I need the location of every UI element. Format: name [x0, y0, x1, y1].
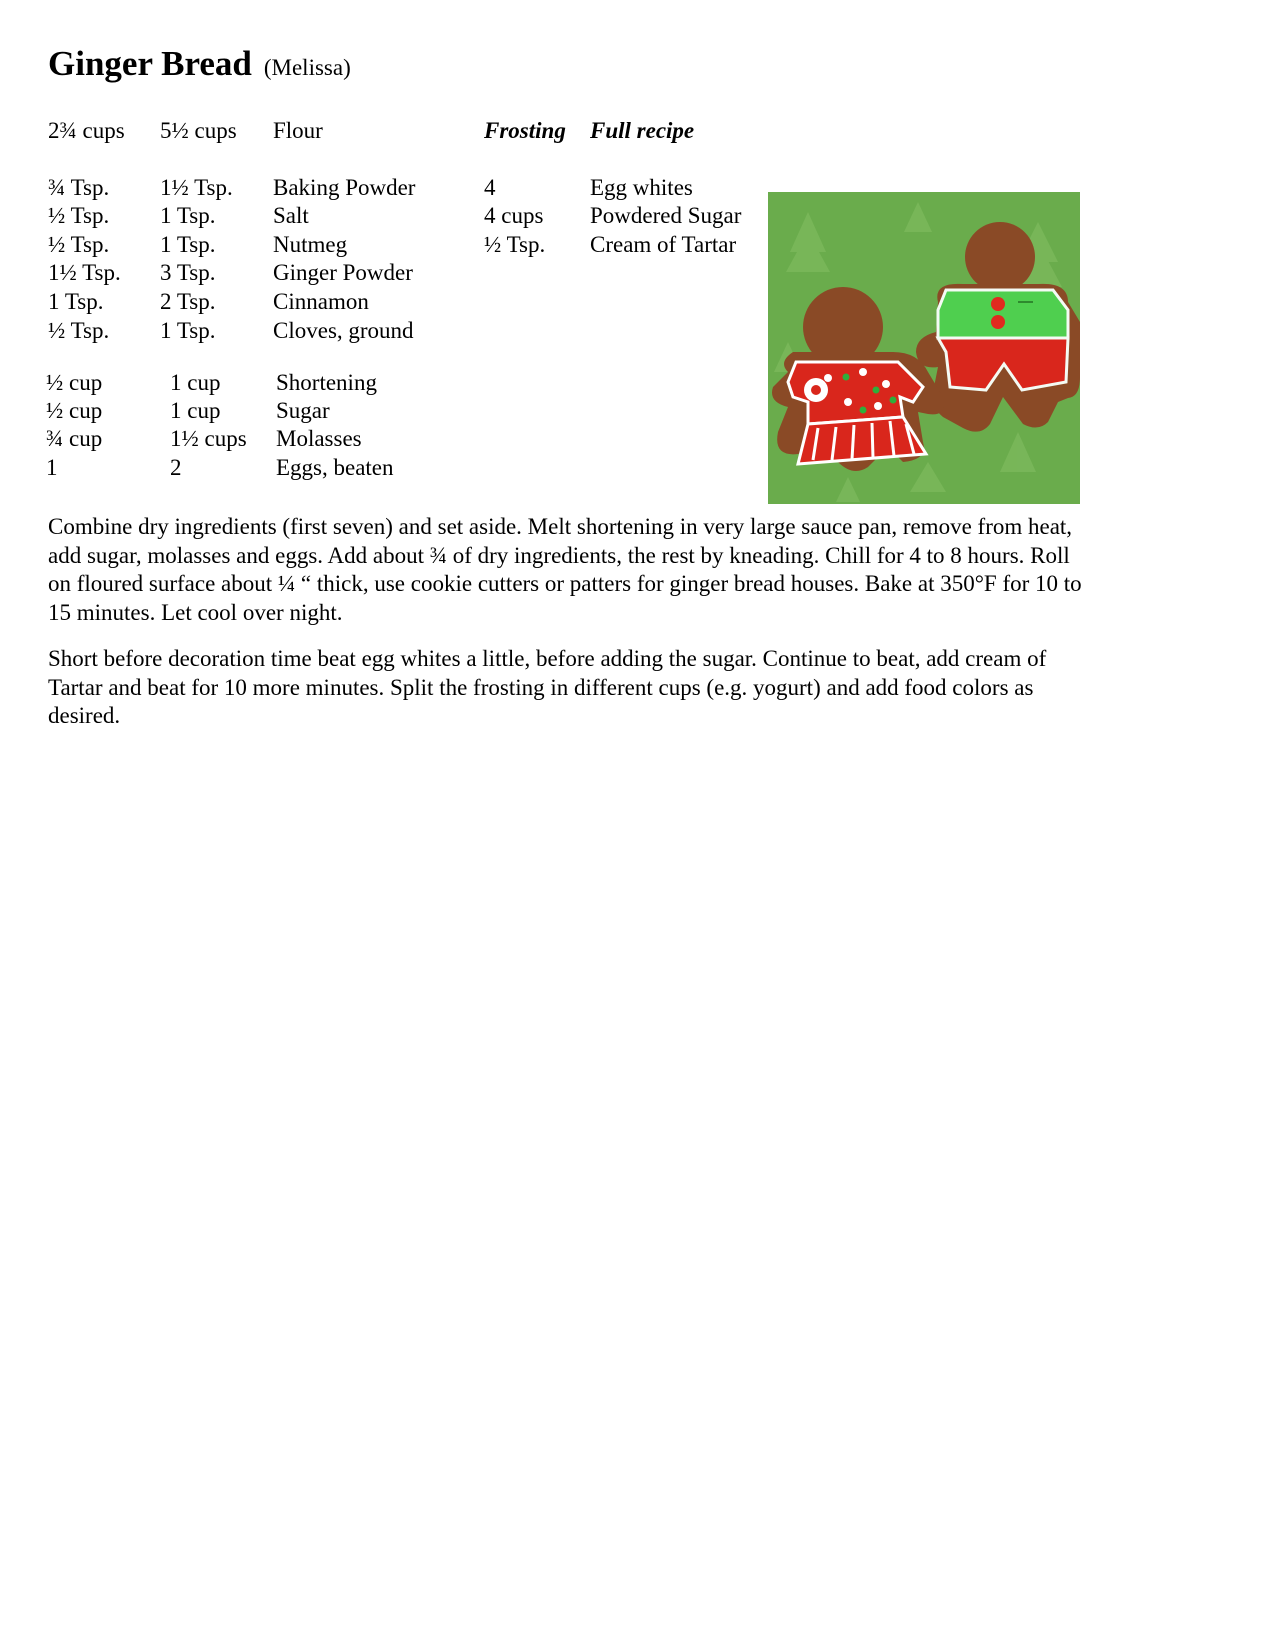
frosting-qty: 4 cups [484, 203, 544, 228]
dry-ingredient-name: Ginger Powder [273, 260, 413, 285]
wet-ingredient-name: Eggs, beaten [276, 455, 394, 480]
dry-half-qty: 1 Tsp. [48, 289, 104, 314]
recipe-title: Ginger Bread [48, 44, 252, 83]
dry-ingredient-name: Flour [273, 118, 323, 143]
dry-full-qty: 1½ Tsp. [160, 175, 233, 200]
dry-half-qty: 2¾ cups [48, 118, 125, 143]
wet-ingredient-name: Molasses [276, 426, 362, 451]
wet-half-qty: ½ cup [46, 370, 103, 395]
dry-full-qty: 2 Tsp. [160, 289, 216, 314]
dry-ingredient-name: Salt [273, 203, 309, 228]
dry-half-qty: ½ Tsp. [48, 203, 110, 228]
wet-half-qty: ¾ cup [46, 426, 103, 451]
wet-full-qty: 1 cup [170, 370, 221, 395]
dry-half-qty: ½ Tsp. [48, 232, 110, 257]
dry-half-qty: ¾ Tsp. [48, 175, 110, 200]
dry-half-qty: ½ Tsp. [48, 318, 110, 343]
instructions-paragraph-1: Combine dry ingredients (first seven) and set aside. Melt shortening in very large sauce pan, remove from heat, add sugar, molasses and eggs. Add about ¾ of dry ingredients, the rest by kneading. Chill for 4 to 8 hours. Roll on floured surface about ¼ “ thick, use cookie cutters or patters for ginger bread houses. Bake at 350°F for 10 to 15 minutes. Let cool over night. [48, 514, 1082, 625]
dry-ingredient-name: Nutmeg [273, 232, 348, 257]
dry-half-qty: 1½ Tsp. [48, 260, 121, 285]
frosting-ingredient-name: Cream of Tartar [590, 232, 737, 257]
frosting-ingredient-name: Egg whites [590, 175, 693, 200]
wet-full-qty: 1½ cups [170, 426, 247, 451]
wet-full-qty: 2 [170, 455, 182, 480]
frosting-qty: ½ Tsp. [484, 232, 546, 257]
dry-ingredient-name: Cinnamon [273, 289, 369, 314]
wet-half-qty: ½ cup [46, 398, 103, 423]
dry-full-qty: 1 Tsp. [160, 232, 216, 257]
gingerbread-cookies-photo [768, 192, 1080, 504]
frosting-recipe-heading: Full recipe [590, 118, 695, 143]
dry-full-qty: 1 Tsp. [160, 318, 216, 343]
recipe-author: (Melissa) [263, 55, 351, 80]
page-title [48, 44, 351, 84]
frosting-ingredient-name: Powdered Sugar [590, 203, 742, 228]
wet-full-qty: 1 cup [170, 398, 221, 423]
dry-ingredient-name: Baking Powder [273, 175, 416, 200]
dry-full-qty: 3 Tsp. [160, 260, 216, 285]
dry-ingredient-name: Cloves, ground [273, 318, 414, 343]
frosting-heading: Frosting [484, 118, 566, 143]
wet-half-qty: 1 [46, 455, 58, 480]
dry-full-qty: 5½ cups [160, 118, 237, 143]
wet-ingredient-name: Sugar [276, 398, 330, 423]
dry-full-qty: 1 Tsp. [160, 203, 216, 228]
wet-ingredient-name: Shortening [276, 370, 377, 395]
frosting-qty: 4 [484, 175, 496, 200]
instructions-paragraph-2: Short before decoration time beat egg whites a little, before adding the sugar. Continue to beat, add cream of Tartar and beat for 10 more minutes. Split the frosting in different cups (e.g. yogurt) and add food colors as desired. [48, 646, 1047, 729]
